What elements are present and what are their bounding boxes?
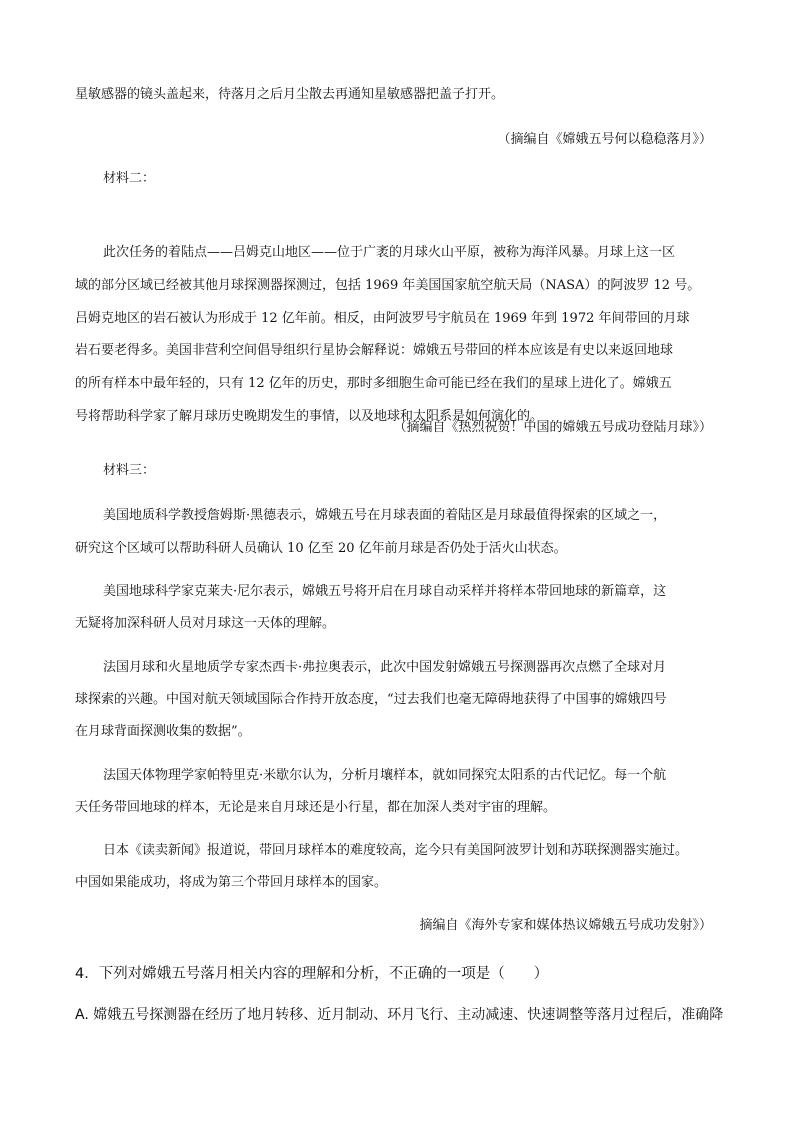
material-2-line: 岩石要老得多。美国非营利空间倡导组织行星协会解释说：嫦娥五号带回的样本应该是有史以来返回地球: [75, 343, 674, 358]
material-2-line: 的所有样本中最年轻的，只有 12 亿年的历史，那时多细胞生命可能已经在我们的星球上进化了。嫦娥五: [75, 376, 672, 391]
top-line: 星敏感器的镜头盖起来，待落月之后月尘散去再通知星敏感器把盖子打开。: [75, 87, 505, 102]
material-3-line: 中国如果能成功，将成为第三个带回月球样本的国家。: [75, 875, 388, 890]
source-1: （摘编自《嫦娥五号何以稳稳落月》）: [497, 132, 712, 147]
material-2-line: 域的部分区域已经被其他月球探测器探测过，包括 1969 年美国国家航空航天局（NASA）的阿波罗 12 号。: [75, 278, 701, 293]
material-2-line: 吕姆克地区的岩石被认为形成于 12 亿年前。相反，由阿波罗号宇航员在 1969 年到 1972 年间带回的月球: [75, 311, 690, 326]
material-3-line: 美国地质科学教授詹姆斯·黑德表示，嫦娥五号在月球表面的着陆区是月球最值得探索的区域之一，: [103, 508, 667, 523]
material-3-heading: 材料三：: [103, 463, 156, 478]
material-3-line: 天任务带回地球的样本，无论是来自月球还是小行星，都在加深人类对宇宙的理解。: [75, 800, 557, 815]
material-2-line: 号将帮助科学家了解月球历史晚期发生的事情，以及地球和太阳系是如何演化的。: [75, 409, 544, 424]
material-3-line: 无疑将加深科研人员对月球这一天体的理解。: [75, 616, 336, 631]
source-2: （摘编自《热烈祝贺！中国的嫦娥五号成功登陆月球》）: [393, 420, 712, 435]
material-2-heading: 材料二：: [103, 171, 156, 186]
material-3-line: 法国天体物理学家帕特里克·米歇尔认为，分析月壤样本，就如同探究太阳系的古代记忆。每一个航: [103, 768, 667, 783]
material-2-line: 此次任务的着陆点——吕姆克山地区——位于广袤的月球火山平原，被称为海洋风暴。月球上这一区: [103, 245, 676, 260]
material-3-line: 美国地球科学家克莱夫·尼尔表示，嫦娥五号将开启在月球自动采样并将样本带回地球的新篇章，这: [103, 584, 667, 599]
option-a: A. 嫦娥五号探测器在经历了地月转移、近月制动、环月飞行、主动减速、快速调整等落月过程后，准确降: [75, 1007, 724, 1023]
material-3-line: 日本《读卖新闻》报道说，带回月球样本的难度较高，迄今只有美国阿波罗计划和苏联探测器实施过。: [103, 843, 689, 858]
source-3: 摘编自《海外专家和媒体热议嫦娥五号成功发射》）: [419, 918, 712, 933]
material-3-line: 研究这个区域可以帮助科研人员确认 10 亿至 20 亿年前月球是否仍处于活火山状态。: [75, 541, 567, 556]
material-3-line: 法国月球和火星地质学专家杰西卡·弗拉奥表示，此次中国发射嫦娥五号探测器再次点燃了全球对月: [103, 660, 667, 675]
material-3-line: 在月球背面探测收集的数据”。: [75, 724, 251, 739]
material-3-line: 球探索的兴趣。中国对航天领域国际合作持开放态度，“过去我们也毫无障碍地获得了中国事的嫦娥四号: [75, 692, 667, 707]
question-stem: 4．下列对嫦娥五号落月相关内容的理解和分析，不正确的一项是（ ）: [75, 966, 549, 982]
